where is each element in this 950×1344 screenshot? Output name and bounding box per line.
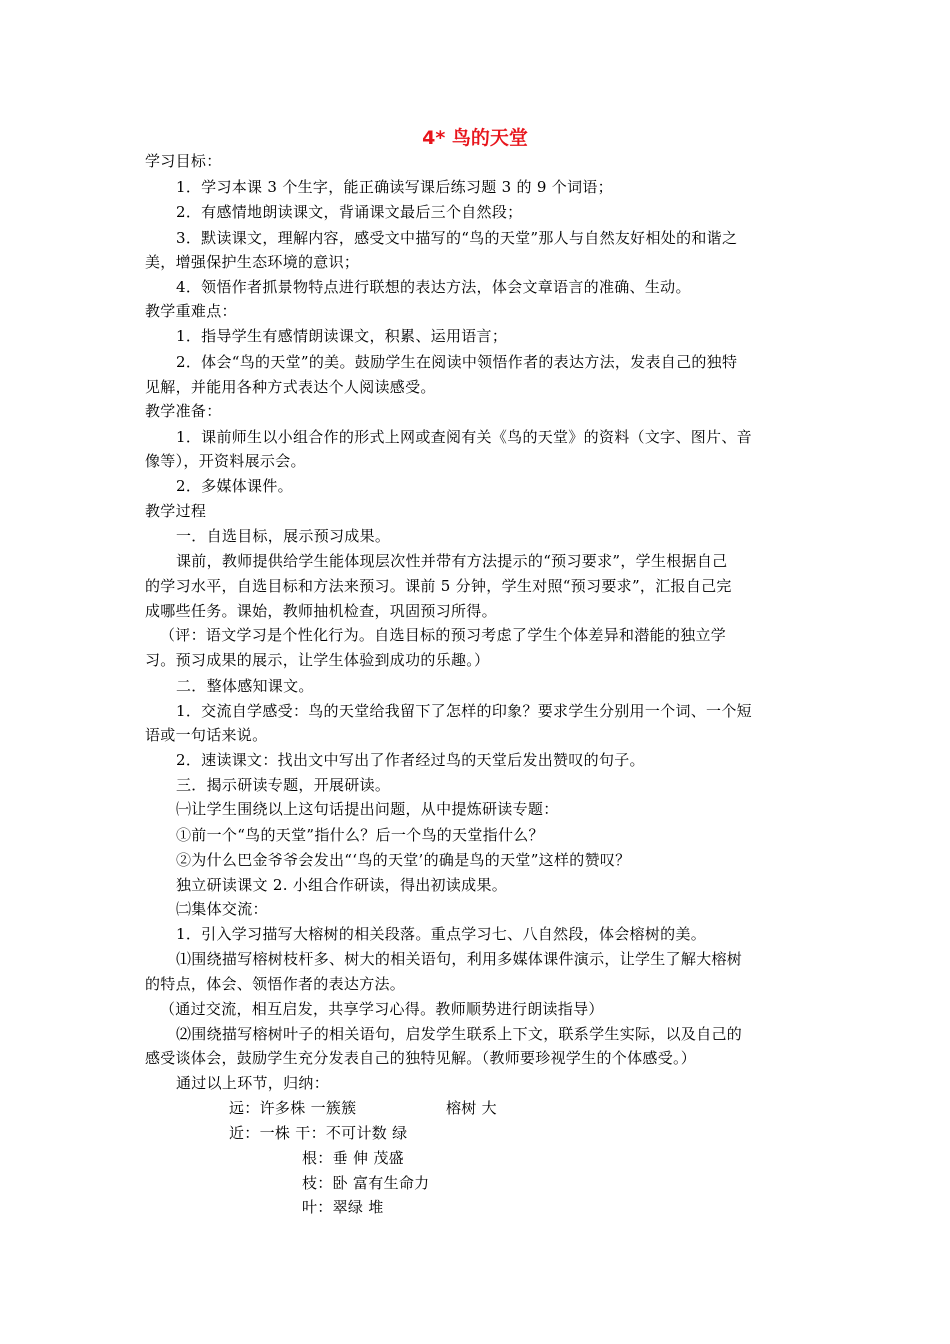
text-line: 1．学习本课 3 个生字，能正确读写课后练习题 3 的 9 个词语； bbox=[176, 178, 613, 196]
text-line: 一．自选目标，展示预习成果。 bbox=[176, 527, 391, 545]
text-line: ⑵围绕描写榕树叶子的相关语句，启发学生联系上下文，联系学生实际，以及自己的 bbox=[176, 1025, 743, 1043]
text-line: ㈡集体交流： bbox=[176, 900, 268, 918]
text-line: 1．交流自学感受：鸟的天堂给我留下了怎样的印象？要求学生分别用一个词、一个短 bbox=[176, 702, 752, 720]
section-heading: 学习目标： bbox=[145, 152, 222, 170]
summary-near: 近：一株 干：不可计数 绿 bbox=[229, 1124, 408, 1142]
text-line: 2．多媒体课件。 bbox=[176, 477, 293, 495]
summary-root: 根：垂 伸 茂盛 bbox=[302, 1149, 404, 1167]
text-line: 二．整体感知课文。 bbox=[176, 677, 314, 695]
section-heading: 教学准备： bbox=[145, 402, 222, 420]
text-line: 成哪些任务。课始，教师抽机检查，巩固预习所得。 bbox=[145, 602, 497, 620]
summary-tree: 榕树 大 bbox=[446, 1099, 497, 1117]
summary-branch: 枝：卧 富有生命力 bbox=[302, 1174, 430, 1192]
text-line: ⑴围绕描写榕树枝杆多、树大的相关语句，利用多媒体课件演示，让学生了解大榕树 bbox=[176, 950, 743, 968]
section-heading: 教学过程 bbox=[145, 502, 207, 520]
text-line: 2．体会“鸟的天堂”的美。鼓励学生在阅读中领悟作者的表达方法，发表自己的独特 bbox=[176, 353, 738, 371]
text-line: 语或一句话来说。 bbox=[145, 726, 268, 744]
text-line: 三．揭示研读专题，开展研读。 bbox=[176, 776, 391, 794]
text-line: （评：语文学习是个性化行为。自选目标的预习考虑了学生个体差异和潜能的独立学 bbox=[160, 626, 727, 644]
text-line: 感受谈体会，鼓励学生充分发表自己的独特见解。（教师要珍视学生的个体感受。） bbox=[145, 1049, 697, 1067]
text-line: 见解，并能用各种方式表达个人阅读感受。 bbox=[145, 378, 436, 396]
text-line: 像等），开资料展示会。 bbox=[145, 452, 306, 470]
summary-far: 远：许多株 一簇簇 bbox=[229, 1099, 357, 1117]
document-title: 4* 鸟的天堂 bbox=[422, 127, 528, 149]
text-line: 2．有感情地朗读课文，背诵课文最后三个自然段； bbox=[176, 203, 523, 221]
text-line: 3．默读课文，理解内容，感受文中描写的“鸟的天堂”那人与自然友好相处的和谐之 bbox=[176, 229, 738, 247]
text-line: 独立研读课文 2. 小组合作研读，得出初读成果。 bbox=[176, 876, 508, 894]
text-line: 美，增强保护生态环境的意识； bbox=[145, 253, 360, 271]
text-line: 1．课前师生以小组合作的形式上网或查阅有关《鸟的天堂》的资料（文字、图片、音 bbox=[176, 428, 752, 446]
text-line: 的学习水平，自选目标和方法来预习。课前 5 分钟，学生对照“预习要求”，汇报自己完 bbox=[145, 577, 732, 595]
text-line: 的特点，体会、领悟作者的表达方法。 bbox=[145, 975, 406, 993]
summary-leaf: 叶：翠绿 堆 bbox=[302, 1198, 384, 1216]
text-line: 课前，教师提供给学生能体现层次性并带有方法提示的“预习要求”，学生根据自己 bbox=[176, 552, 728, 570]
text-line: 4．领悟作者抓景物特点进行联想的表达方法，体会文章语言的准确、生动。 bbox=[176, 278, 691, 296]
text-line: （通过交流，相互启发，共享学习心得。教师顺势进行朗读指导） bbox=[160, 1000, 604, 1018]
text-line: 2．速读课文：找出文中写出了作者经过鸟的天堂后发出赞叹的句子。 bbox=[176, 751, 645, 769]
text-line: 1．引入学习描写大榕树的相关段落。重点学习七、八自然段，体会榕树的美。 bbox=[176, 925, 707, 943]
text-line: ①前一个“鸟的天堂”指什么？后一个鸟的天堂指什么？ bbox=[176, 826, 544, 844]
text-line: 习。预习成果的展示，让学生体验到成功的乐趣。） bbox=[145, 651, 490, 669]
text-line: 1．指导学生有感情朗读课文，积累、运用语言； bbox=[176, 327, 508, 345]
section-heading: 教学重难点： bbox=[145, 302, 237, 320]
text-line: 通过以上环节，归纳： bbox=[176, 1074, 330, 1092]
text-line: ㈠让学生围绕以上这句话提出问题，从中提炼研读专题： bbox=[176, 800, 559, 818]
text-line: ②为什么巴金爷爷会发出“‘鸟的天堂’的确是鸟的天堂”这样的赞叹？ bbox=[176, 851, 631, 869]
